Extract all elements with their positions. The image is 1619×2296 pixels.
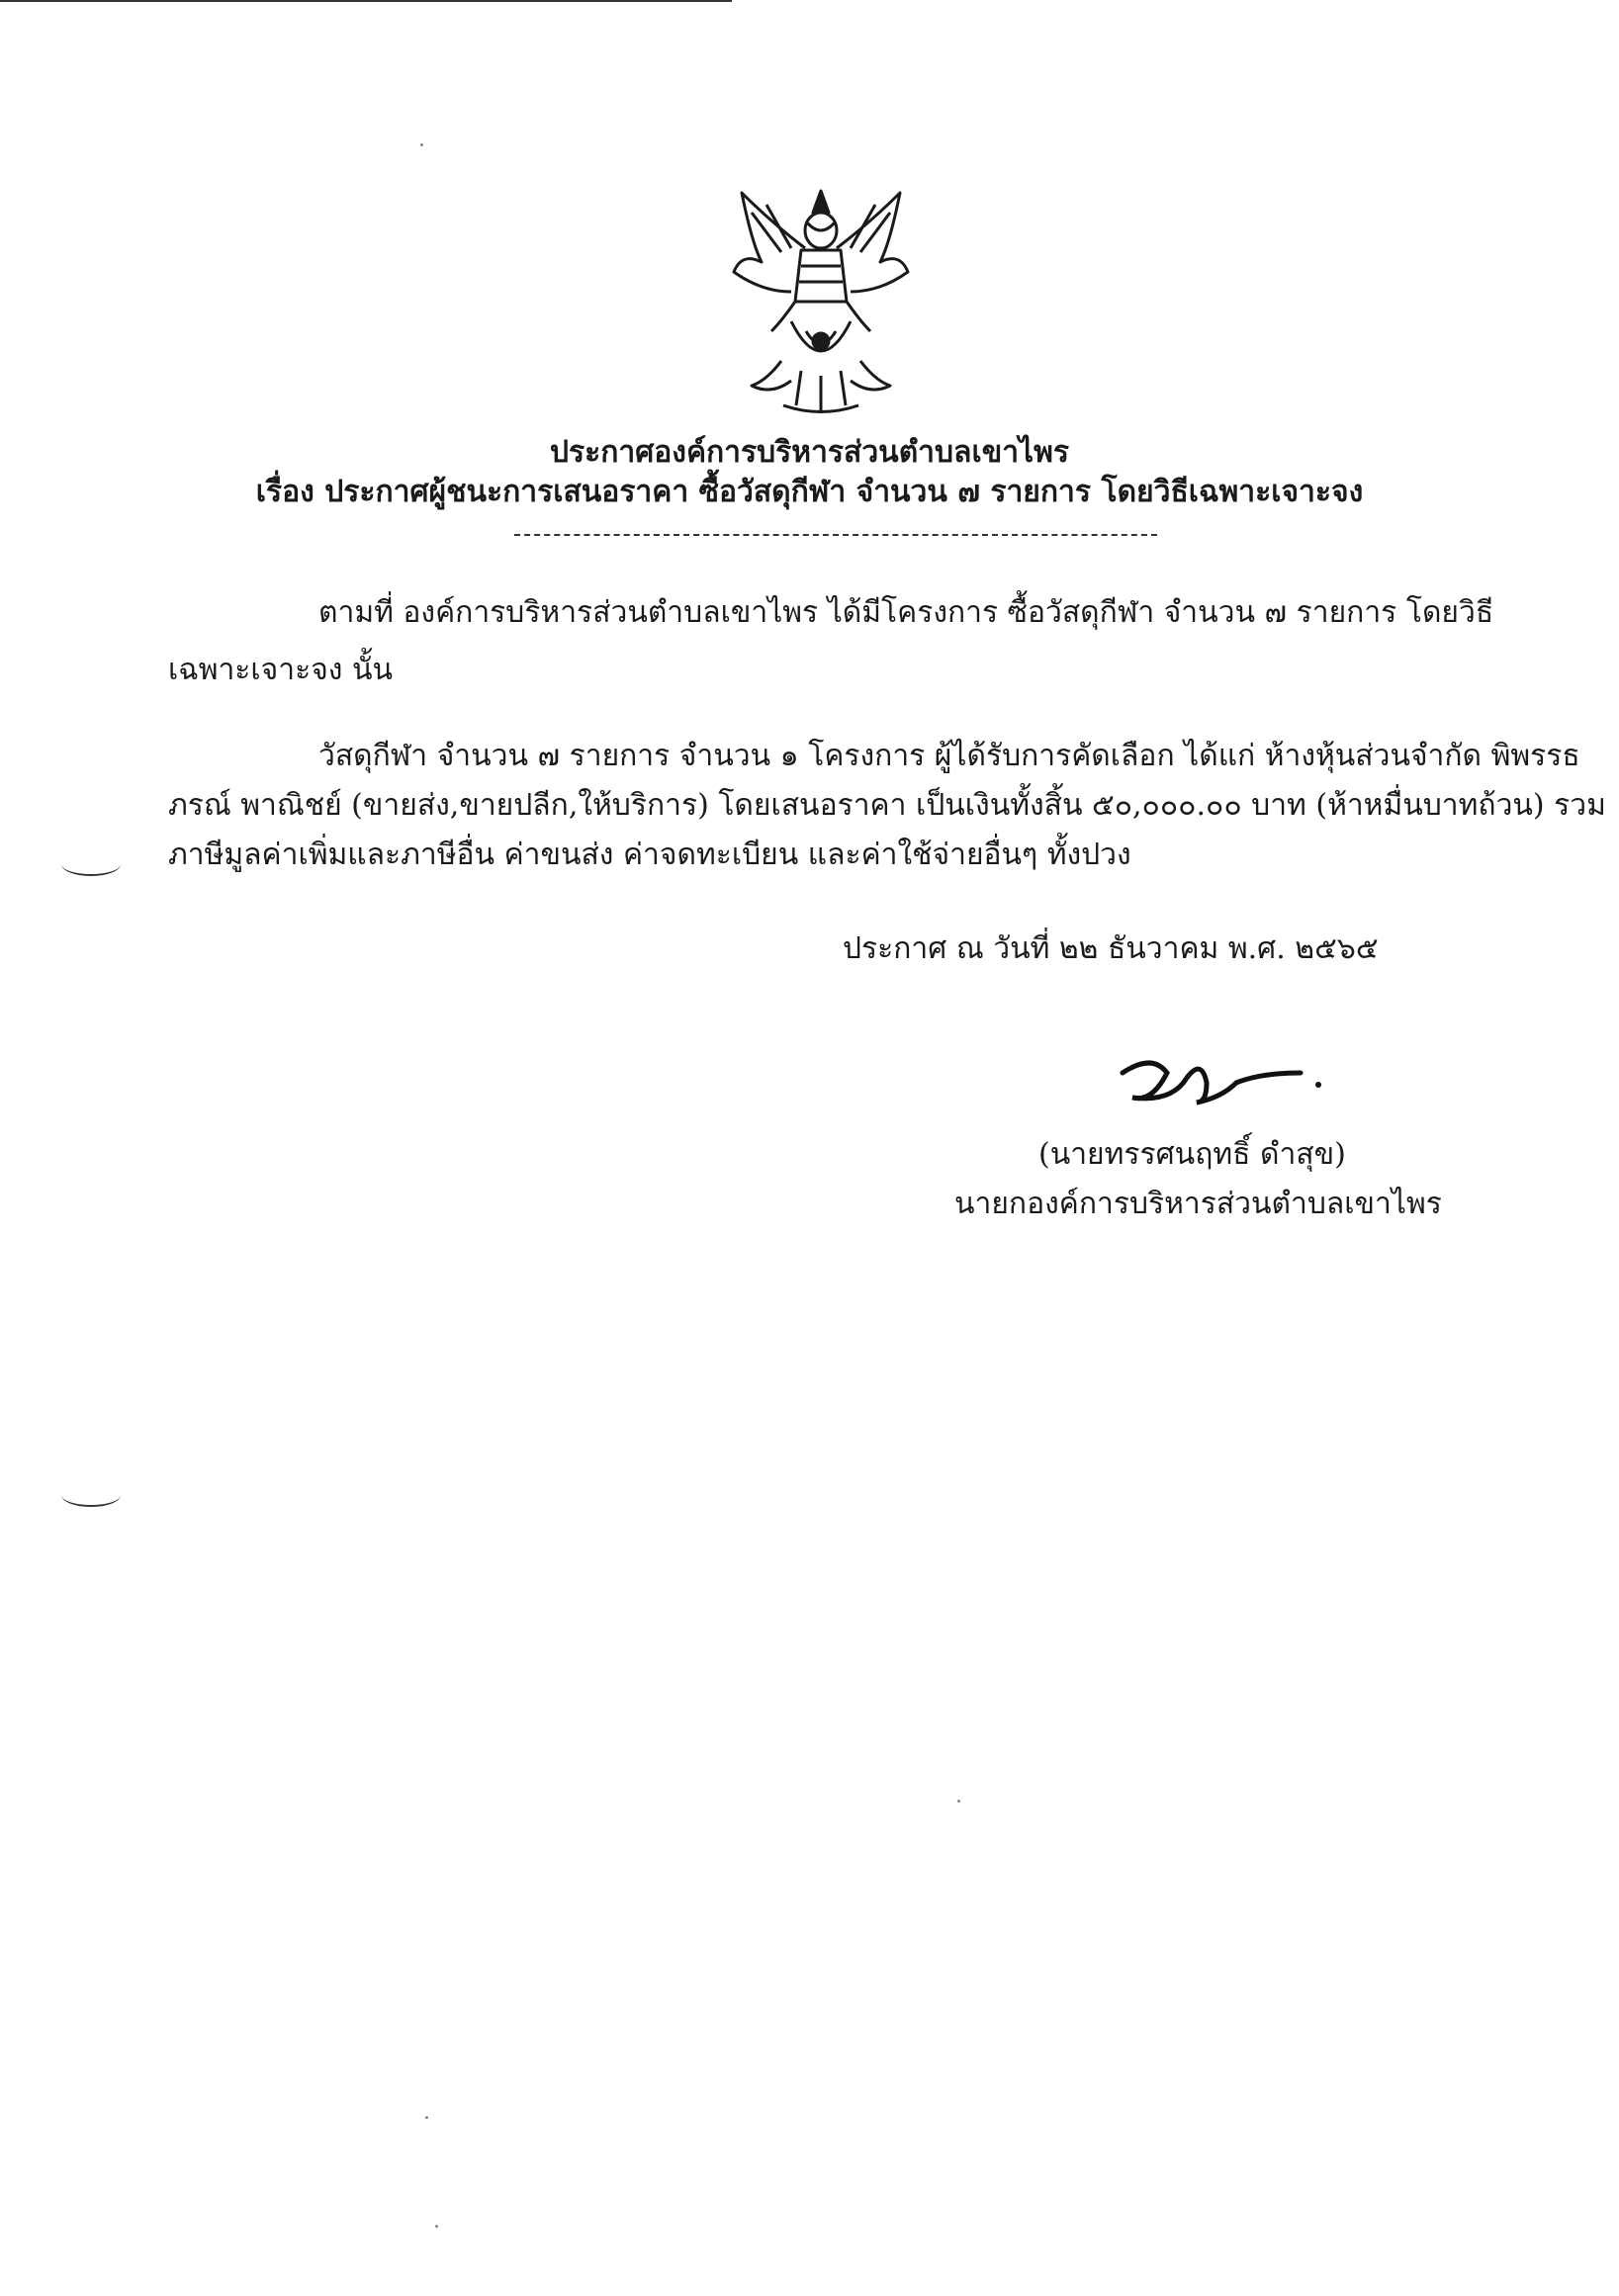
- scan-speck: [435, 2225, 438, 2228]
- paragraph-1-line-1: ตามที่ องค์การบริหารส่วนตำบลเขาไพร ได้มีโครงการ ซื้อวัสดุกีฬา จำนวน ๗ รายการ โดยวิธี: [318, 595, 1494, 630]
- announcement-title: ประกาศองค์การบริหารส่วนตำบลเขาไพร: [549, 435, 1070, 470]
- paragraph-2-line-1: วัสดุกีฬา จำนวน ๗ รายการ จำนวน ๑ โครงการ ผู้ได้รับการคัดเลือก ได้แก่ ห้างหุ้นส่วนจำกัด พิพรรธ: [318, 739, 1580, 773]
- paragraph-2-line-2: ภรณ์ พาณิชย์ (ขายส่ง,ขายปลีก,ให้บริการ) โดยเสนอราคา เป็นเงินทั้งสิ้น ๕๐,๐๐๐.๐๐ บาท (ห้าหมื่นบาทถ้วน) รวม: [168, 788, 1606, 823]
- scan-speck: [957, 1800, 960, 1803]
- garuda-emblem-icon: [722, 183, 920, 420]
- announcement-date: ประกาศ ณ วันที่ ๒๒ ธันวาคม พ.ศ. ๒๕๖๕: [843, 931, 1379, 966]
- punch-hole-mark: [61, 1483, 121, 1507]
- scan-edge-line: [0, 0, 732, 2]
- signer-title: นายกองค์การบริหารส่วนตำบลเขาไพร: [954, 1187, 1442, 1221]
- announcement-subject: เรื่อง ประกาศผู้ชนะการเสนอราคา ซื้อวัสดุกีฬา จำนวน ๗ รายการ โดยวิธีเฉพาะเจาะจง: [255, 475, 1364, 509]
- scan-speck: [425, 2116, 428, 2119]
- dashed-divider: [514, 534, 1157, 536]
- paragraph-1-line-2: เฉพาะเจาะจง นั้น: [168, 653, 393, 687]
- scan-speck: [420, 143, 423, 146]
- signer-name: (นายทรรศนฤทธิ์ ดำสุข): [1038, 1137, 1346, 1172]
- handwritten-signature: [1113, 1043, 1330, 1122]
- paragraph-2-line-3: ภาษีมูลค่าเพิ่มและภาษีอื่น ค่าขนส่ง ค่าจดทะเบียน และค่าใช้จ่ายอื่นๆ ทั้งปวง: [168, 838, 1131, 872]
- punch-hole-mark: [61, 852, 121, 876]
